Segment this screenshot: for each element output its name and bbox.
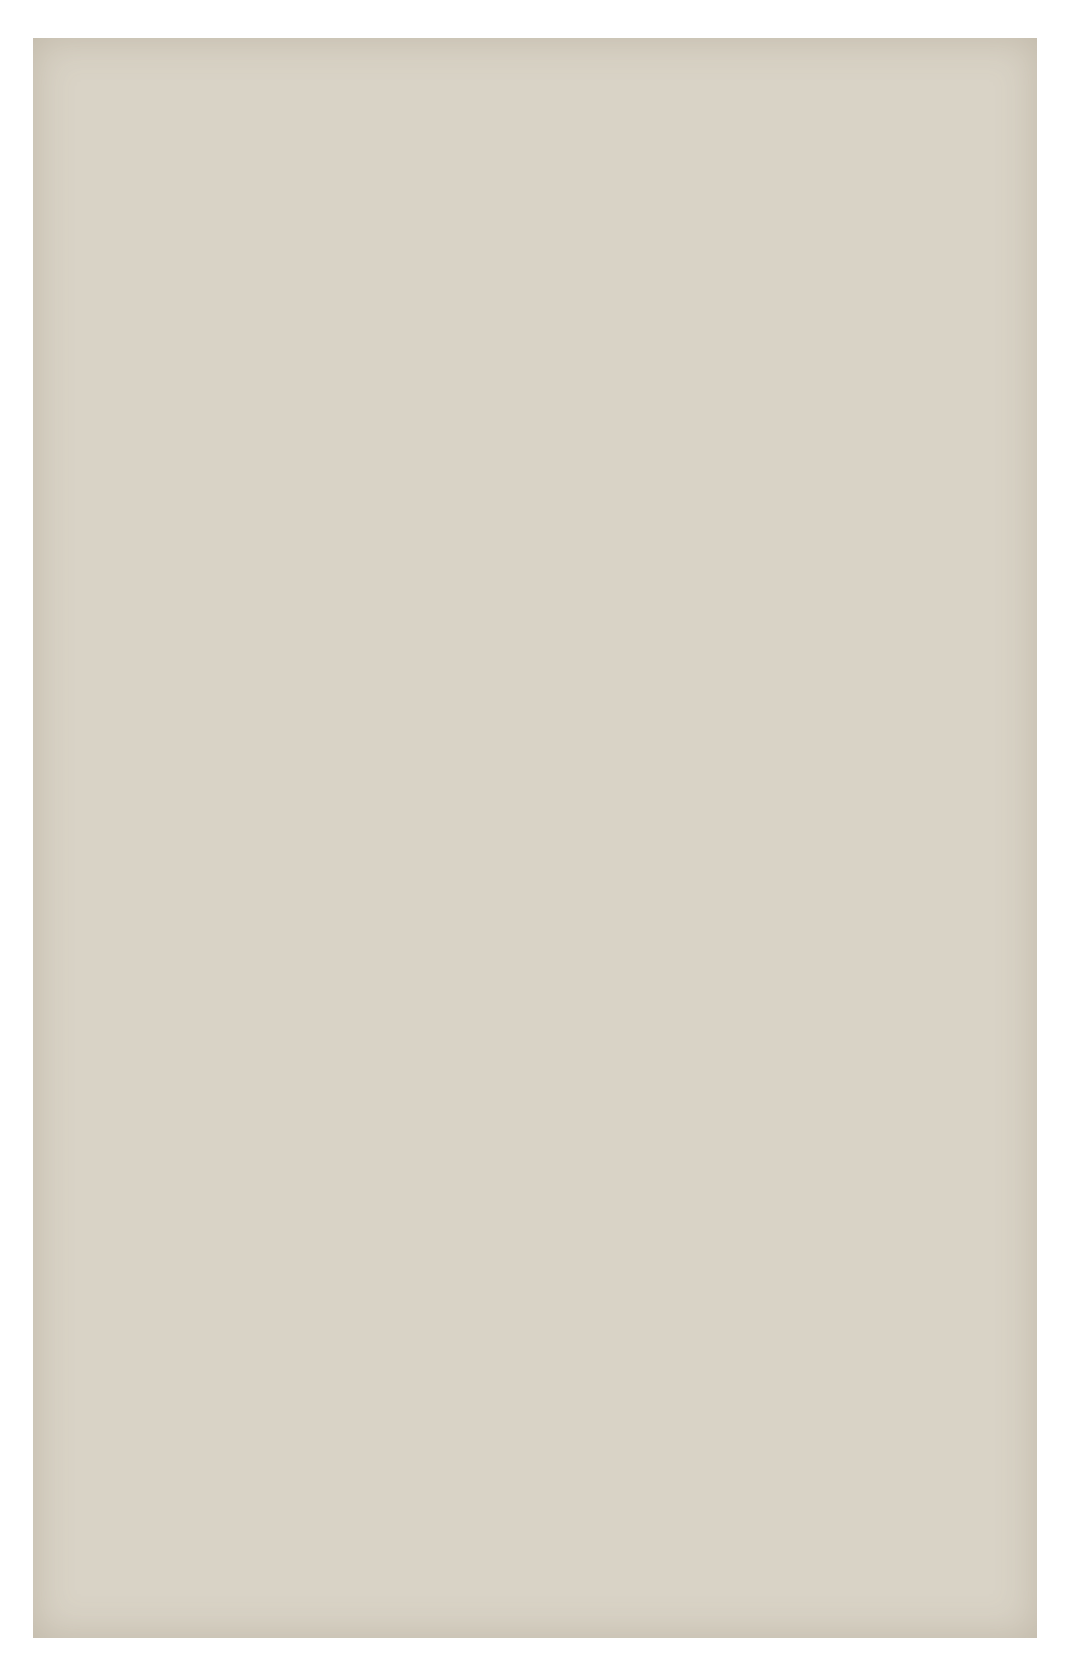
toc-top-section — [103, 188, 983, 828]
page-sheet — [33, 38, 1037, 1638]
toc-bottom-section — [103, 883, 983, 1468]
